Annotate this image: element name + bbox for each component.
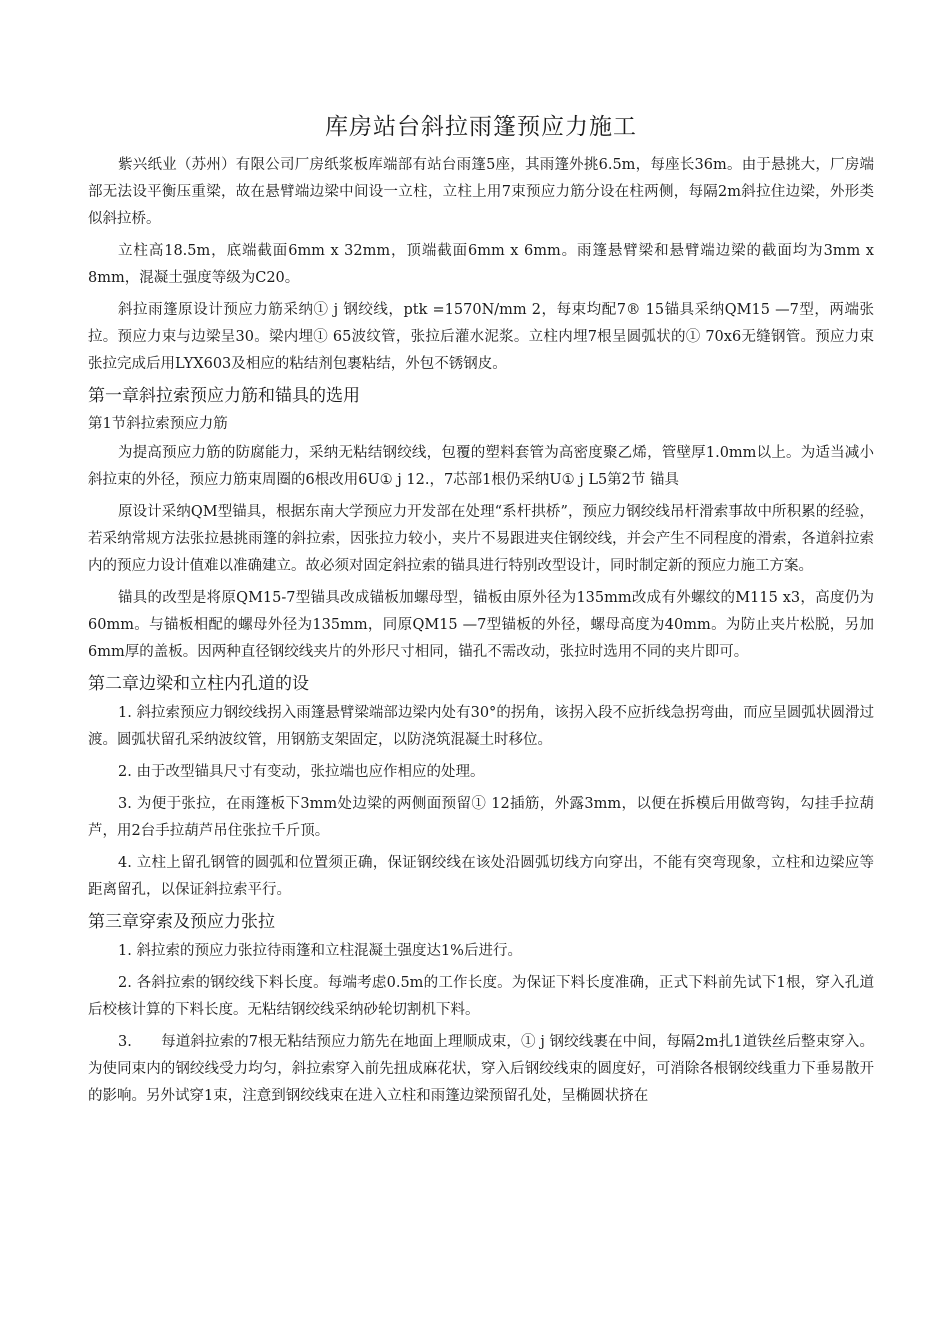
intro-paragraph-2: 立柱高18.5m，底端截面6mm x 32mm，顶端截面6mm x 6mm。雨篷悬臂梁和悬臂端边梁的截面均为3mm x 8mm，混凝土强度等级为C20。 [88, 243, 874, 286]
chapter-1-heading: 第一章斜拉索预应力筋和锚具的选用 [88, 386, 360, 406]
chapter-1-paragraph-2: 原设计采纳QM型锚具，根据东南大学预应力开发部在处理“系杆拱桥”，预应力钢绞线吊杆滑索事故中所积累的经验，若采纳常规方法张拉悬挑雨篷的斜拉索，因张拉力较小，夹片不易跟进夹住钢绞线，并会产生不同程度的滑索，各道斜拉索内的预应力设计值难以准确建立。故必须对固定斜拉索的锚具进行特别改型设计，同时制定新的预应力施工方案。 [88, 504, 874, 574]
document-title: 库房站台斜拉雨篷预应力施工 [325, 114, 637, 140]
chapter-2-heading: 第二章边梁和立柱内孔道的设 [88, 674, 309, 694]
chapter-1-paragraph-1: 为提高预应力筋的防腐能力，采纳无粘结钢绞线，包覆的塑料套管为高密度聚乙烯，管壁厚1.0mm以上。为适当减小斜拉束的外径，预应力筋束周圈的6根改用6U① j 12.，7芯部1根仍采纳U① j L5第2节 锚具 [88, 445, 874, 488]
chapter-3-item-3: 3. 每道斜拉索的7根无粘结预应力筋先在地面上理顺成束，① j 钢绞线裹在中间，每隔2m扎1道铁丝后整束穿入。为使同束内的钢绞线受力均匀，斜拉索穿入前先扭成麻花状，穿入后钢绞线束的圆度好，可消除各根钢绞线重力下垂易散开的影响。另外试穿1束，注意到钢绞线束在进入立柱和雨篷边梁预留孔处，呈椭圆状挤在 [88, 1034, 874, 1104]
chapter-2-item-2: 2. 由于改型锚具尺寸有变动，张拉端也应作相应的处理。 [118, 764, 485, 780]
intro-paragraph-3: 斜拉雨篷原设计预应力筋采纳① j 钢绞线，ptk =1570N/mm 2，每束均配7® 15锚具采纳QM15 —7型，两端张拉。预应力束与边梁呈30。梁内埋① 65波纹管，张拉后灌水泥浆。立柱内埋7根呈圆弧状的① 70x6无缝钢管。预应力束张拉完成后用LYX603及相应的粘结剂包裹粘结，外包不锈钢皮。 [88, 302, 874, 372]
intro-paragraph-1: 紫兴纸业（苏州）有限公司厂房纸浆板库端部有站台雨篷5座，其雨篷外挑6.5m，每座长36m。由于悬挑大，厂房端部无法设平衡压重梁，故在悬臂端边梁中间设一立柱，立柱上用7束预应力筋分设在柱两侧，每隔2m斜拉住边梁，外形类似斜拉桥。 [88, 157, 874, 227]
chapter-3-item-2: 2. 各斜拉索的钢绞线下料长度。每端考虑0.5m的工作长度。为保证下料长度准确，正式下料前先试下1根，穿入孔道后校核计算的下料长度。无粘结钢绞线采纳砂轮切割机下料。 [88, 975, 874, 1018]
chapter-1-paragraph-3: 锚具的改型是将原QM15-7型锚具改成锚板加螺母型，锚板由原外径为135mm改成有外螺纹的M115 x3，高度仍为60mm。与锚板相配的螺母外径为135mm，同原QM15 —7型锚板的外径，螺母高度为40mm。为防止夹片松脱，另加6mm厚的盖板。因两种直径钢绞线夹片的外形尺寸相同，锚孔不需改动，张拉时选用不同的夹片即可。 [88, 590, 874, 660]
chapter-3-item-1: 1. 斜拉索的预应力张拉待雨篷和立柱混凝土强度达1%后进行。 [118, 943, 522, 959]
chapter-2-item-3: 3. 为便于张拉，在雨篷板下3mm处边梁的两侧面预留① 12插筋，外露3mm，以便在拆模后用做弯钩，勾挂手拉葫芦，用2台手拉葫芦吊住张拉千斤顶。 [88, 796, 874, 839]
chapter-2-item-1: 1. 斜拉索预应力钢绞线拐入雨篷悬臂梁端部边梁内处有30°的拐角，该拐入段不应折线急拐弯曲，而应呈圆弧状圆滑过渡。圆弧状留孔采纳波纹管，用钢筋支架固定，以防浇筑混凝土时移位。 [88, 705, 874, 748]
chapter-3-heading: 第三章穿索及预应力张拉 [88, 912, 275, 932]
chapter-1-section-1-heading: 第1节斜拉索预应力筋 [88, 416, 228, 432]
chapter-2-item-4: 4. 立柱上留孔钢管的圆弧和位置须正确，保证钢绞线在该处沿圆弧切线方向穿出，不能有突弯现象，立柱和边梁应等距离留孔，以保证斜拉索平行。 [88, 855, 874, 898]
